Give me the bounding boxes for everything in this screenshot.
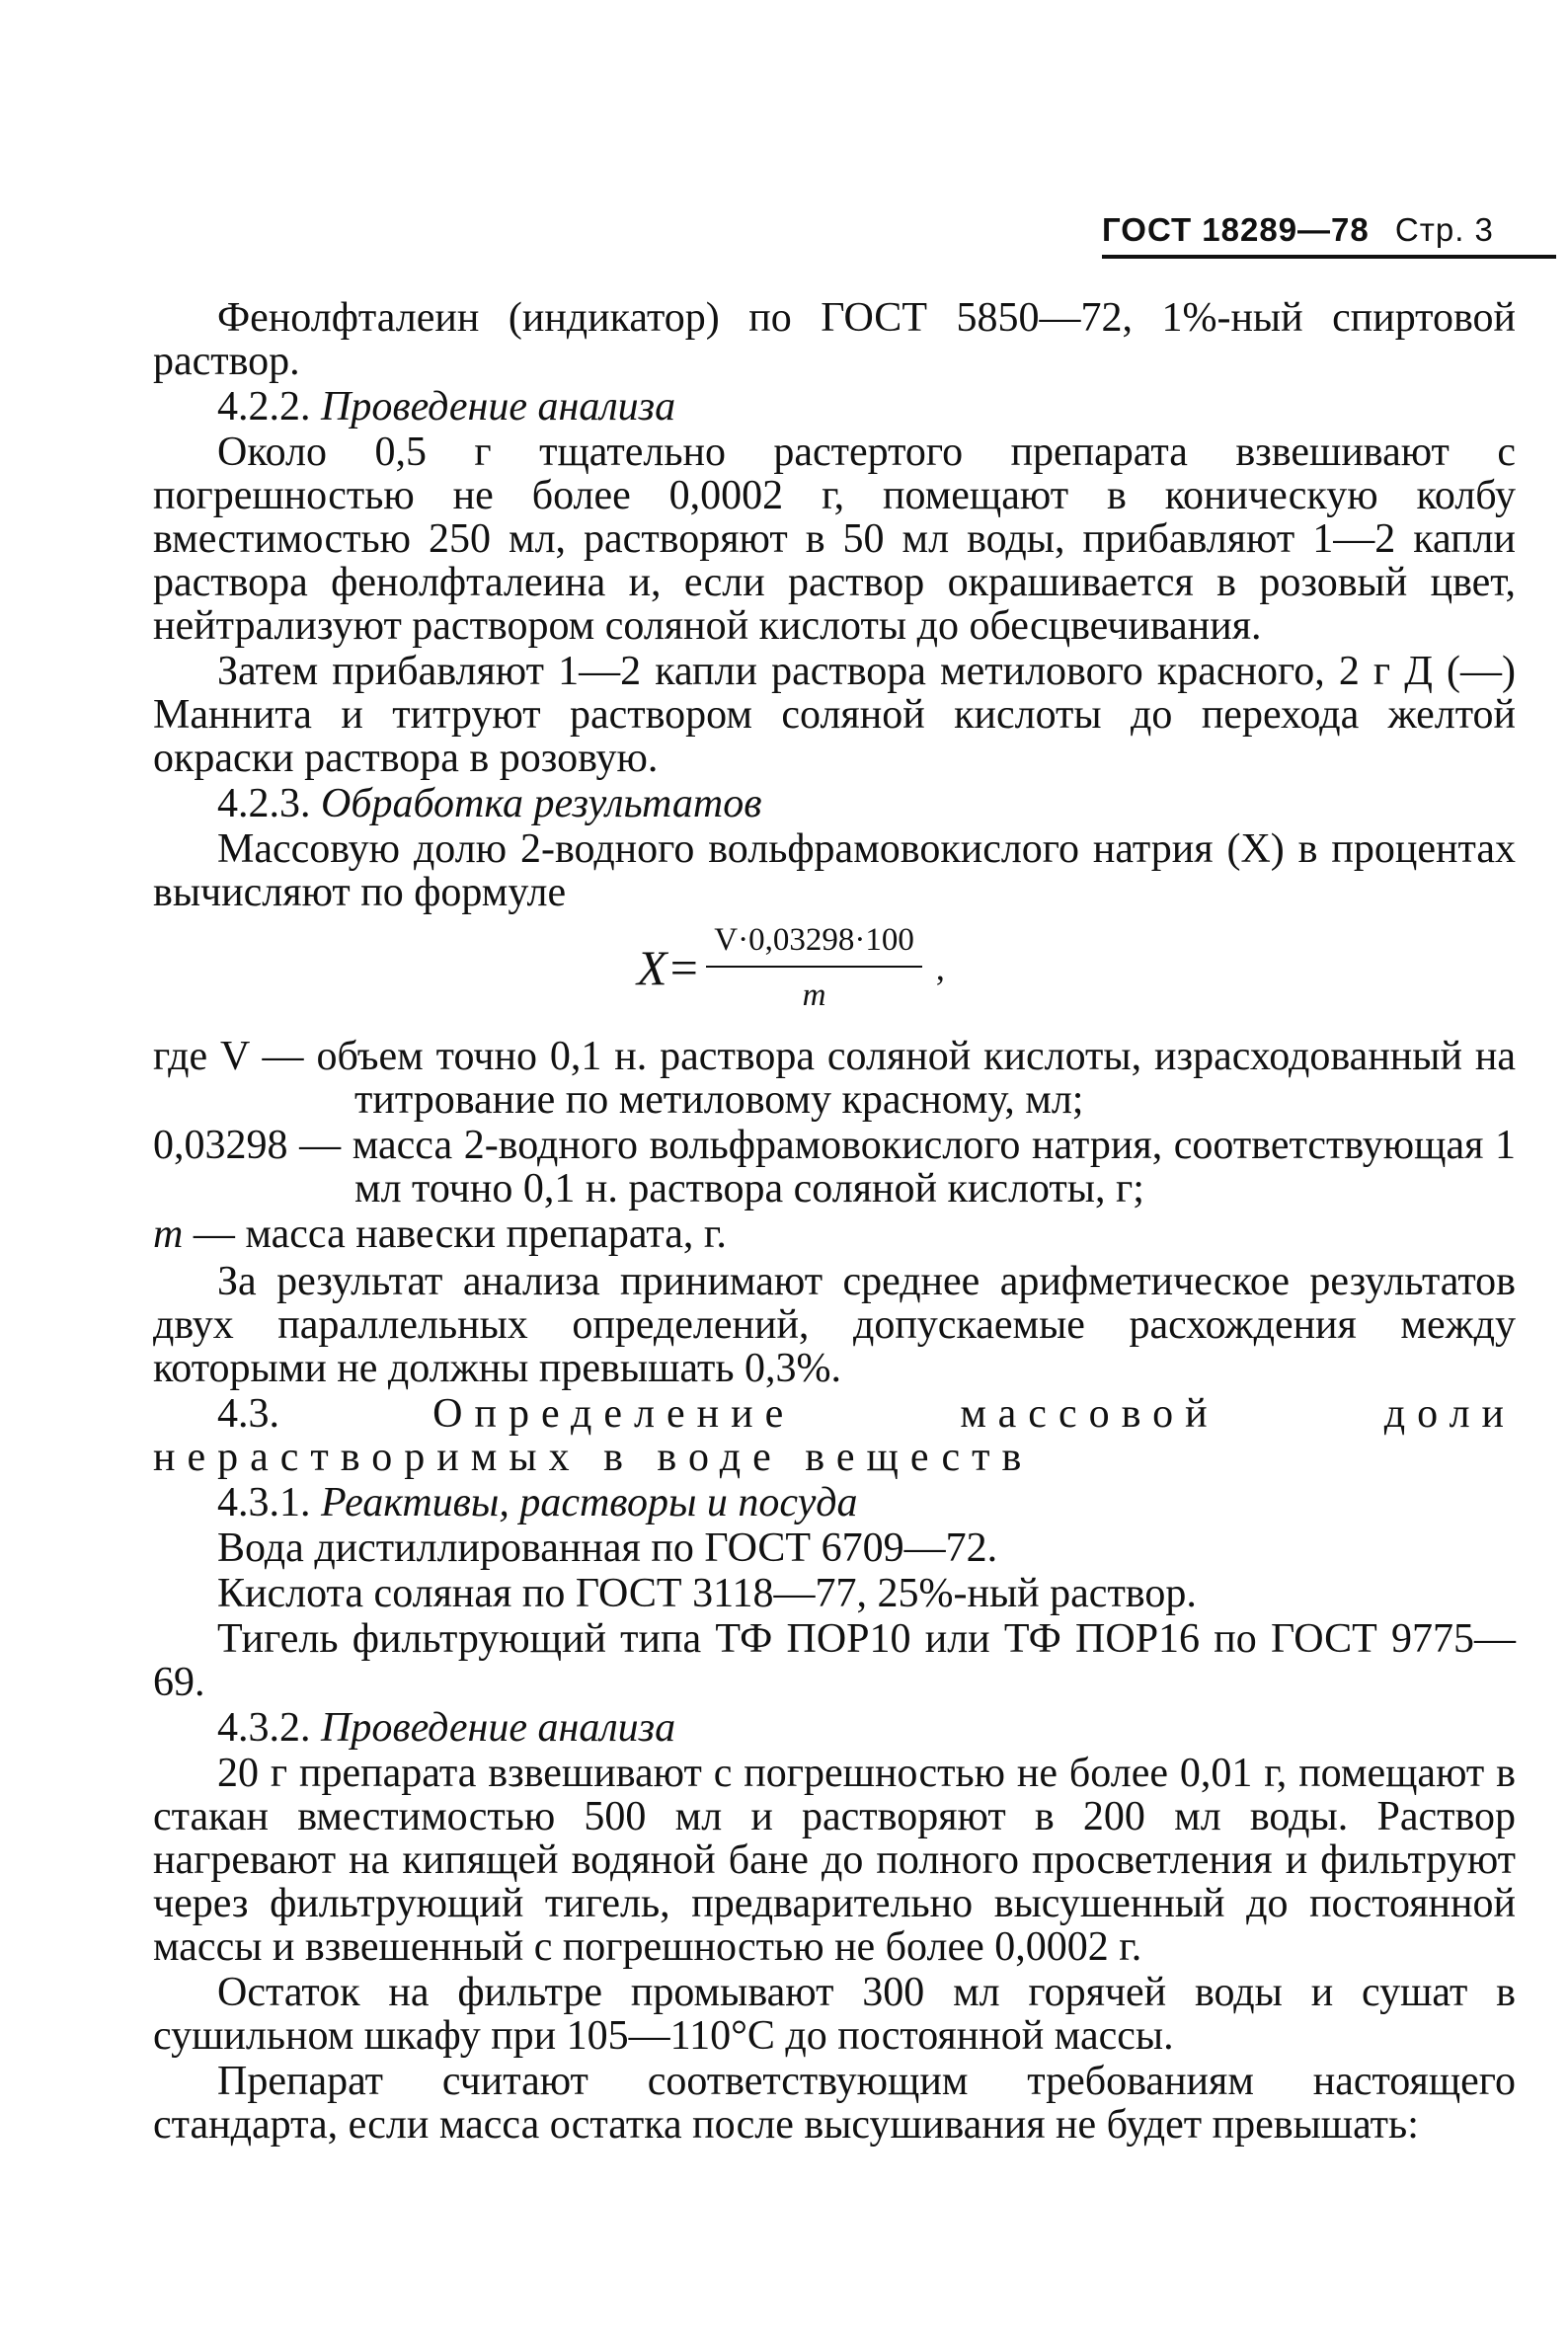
section-number: 4.3.2. [217, 1705, 311, 1751]
page-header [1102, 211, 1556, 259]
definition-term: 0,03298 [153, 1123, 288, 1168]
formula-trail: , [935, 948, 945, 987]
section-title: Проведение анализа [321, 1705, 676, 1751]
definition-item: где V — объем точно 0,1 н. раствора соляной кислоты, израсходованный на титрование по метиловому красному, мл; [153, 1034, 1517, 1123]
formula-fraction [706, 918, 922, 1017]
section-heading-4-3-2 [153, 1706, 1516, 1750]
formula-definitions [153, 1035, 1516, 1256]
definition-desc: объем точно 0,1 н. раствора соляной кислоты, израсходованный на титрование по метиловому красному, мл; [316, 1034, 1517, 1123]
paragraph-residue-wash: Остаток на фильтре промывают 300 мл горячей воды и сушат в сушильном шкафу при 105—110°С до постоянной массы. [153, 1970, 1516, 2059]
page-number: Стр. 3 [1394, 211, 1494, 248]
document-body [153, 296, 1516, 2149]
section-number: 4.3.1. [217, 1480, 311, 1525]
paragraph-result: За результат анализа принимают среднее арифметическое результатов двух параллельных определений, допускаемые расхождения между которыми не должны превышать 0,3%. [153, 1259, 1516, 1391]
section-heading-4-2-2 [153, 385, 1516, 429]
paragraph-requirement: Препарат считают соответствующим требованиям настоящего стандарта, если масса остатка после высушивания не будет превышать: [153, 2059, 1516, 2148]
reagent-acid: Кислота соляная по ГОСТ 3118—77, 25%-ный раствор. [217, 1571, 1197, 1616]
section-number: 4.2.2. [217, 384, 311, 430]
section-number: 4.2.3. [217, 781, 311, 826]
definition-item: 0,03298 — масса 2-водного вольфрамовокислого натрия, соответствующая 1 мл точно 0,1 н. раствора соляной кислоты, г; [153, 1123, 1517, 1211]
section-title: Обработка результатов [321, 781, 762, 826]
paragraph-procedure: Около 0,5 г тщательно растертого препарата взвешивают с погрешностью не более 0,0002 г, помещают в коническую колбу вместимостью 250 мл, растворяют в 50 мл воды, прибавляют 1—2 капли раствора фенолфталеина и, если раствор окрашивается в розовый цвет, нейтрализуют раствором соляной кислоты до обесцвечивания. [153, 430, 1516, 649]
section-heading-4-3 [153, 1392, 1516, 1479]
formula [637, 918, 945, 1017]
section-title: Проведение анализа [321, 384, 676, 430]
section-number: 4.3. [217, 1391, 279, 1437]
section-heading-4-3-1 [153, 1481, 1516, 1524]
paragraph-titration: Затем прибавляют 1—2 капли раствора метилового красного, 2 г Д (—) Маннита и титруют раствором соляной кислоты до перехода желтой окраски раствора в розовую. [153, 649, 1516, 781]
standard-code: ГОСТ 18289—78 [1102, 211, 1370, 248]
definition-desc: масса 2-водного вольфрамовокислого натрия, соответствующая 1 мл точно 0,1 н. раствора соляной кислоты, г; [352, 1123, 1517, 1211]
definition-term: где V [153, 1034, 250, 1079]
definition-desc: масса навески препарата, г. [245, 1211, 727, 1257]
section-heading-4-2-3 [153, 782, 1516, 825]
paragraph-insoluble-procedure: 20 г препарата взвешивают с погрешностью не более 0,01 г, помещают в стакан вместимостью 500 мл и растворяют в 200 мл воды. Раствор нагревают на кипящей водяной бане до полного просветления и фильтруют через фильтрующий тигель, предварительно высушенный до постоянной массы и взвешенный с погрешностью не более 0,0002 г. [153, 1751, 1516, 1970]
paragraph-phenolphthalein: Фенолфталеин (индикатор) по ГОСТ 5850—72, 1%-ный спиртовой раствор. [153, 295, 1516, 384]
formula-denominator: m [802, 977, 826, 1013]
section-title: Определение массовой доли нерастворимых в воде веществ [153, 1391, 1517, 1480]
definition-term: m [153, 1211, 184, 1257]
reagent-crucible: Тигель фильтрующий типа ТФ ПОР10 или ТФ ПОР16 по ГОСТ 9775—69. [153, 1616, 1516, 1705]
paragraph-formula-intro: Массовую долю 2-водного вольфрамовокислого натрия (X) в процентах вычисляют по формуле [153, 826, 1516, 915]
definition-item: m — масса навески препарата, г. [153, 1211, 727, 1257]
formula-lhs: X= [637, 940, 701, 995]
formula-numerator: V·0,03298·100 [706, 918, 922, 968]
reagent-water: Вода дистиллированная по ГОСТ 6709—72. [217, 1525, 998, 1571]
formula-block [153, 918, 1516, 1027]
section-title: Реактивы, растворы и посуда [321, 1480, 858, 1525]
